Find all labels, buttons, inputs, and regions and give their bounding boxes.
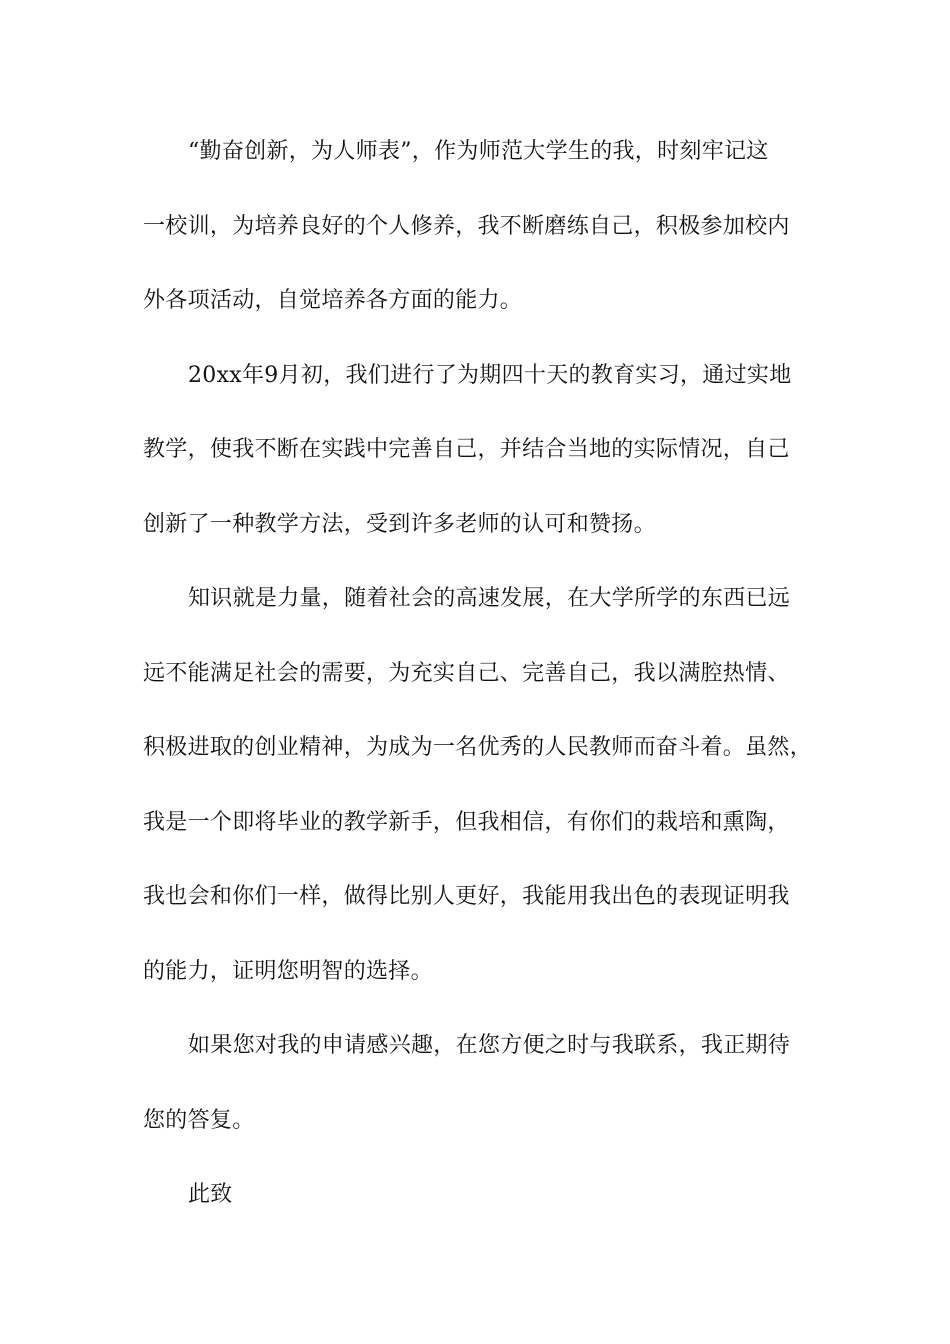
paragraph-1-line-2: 一校训，为培养良好的个人修养，我不断磨练自己，积极参加校内 (143, 213, 790, 239)
paragraph-3-line-2: 远不能满足社会的需要，为充实自己、完善自己，我以满腔热情、 (143, 660, 790, 686)
paragraph-3-line-6: 的能力，证明您明智的选择。 (143, 958, 433, 984)
paragraph-4-line-1: 如果您对我的申请感兴趣，在您方便之时与我联系，我正期待 (188, 1033, 791, 1058)
closing-salutation: 此致 (188, 1182, 233, 1207)
letter-body (143, 131, 823, 1249)
paragraph-2-line-3: 创新了一种教学方法，受到许多老师的认可和赞扬。 (143, 511, 656, 537)
paragraph-1-line-3: 外各项活动，自觉培养各方面的能力。 (143, 288, 523, 313)
paragraph-4-line-2: 您的答复。 (143, 1107, 255, 1133)
paragraph-2-line-2: 教学，使我不断在实践中完善自己，并结合当地的实际情况，自己 (143, 437, 790, 462)
paragraph-2-line-1: 20xx年9月初，我们进行了为期四十天的教育实习，通过实地 (188, 362, 792, 388)
paragraph-1-line-1: “勤奋创新，为人师表”，作为师范大学生的我，时刻牢记这 (188, 139, 769, 164)
paragraph-3-line-3: 积极进取的创业精神，为成为一名优秀的人民教师而奋斗着。虽然， (143, 735, 813, 760)
paragraph-3-line-1: 知识就是力量，随着社会的高速发展，在大学所学的东西已远 (188, 586, 791, 611)
paragraph-3-line-4: 我是一个即将毕业的教学新手，但我相信，有你们的栽培和熏陶， (143, 809, 790, 835)
paragraph-3-line-5: 我也会和你们一样，做得比别人更好，我能用我出色的表现证明我 (143, 884, 790, 909)
